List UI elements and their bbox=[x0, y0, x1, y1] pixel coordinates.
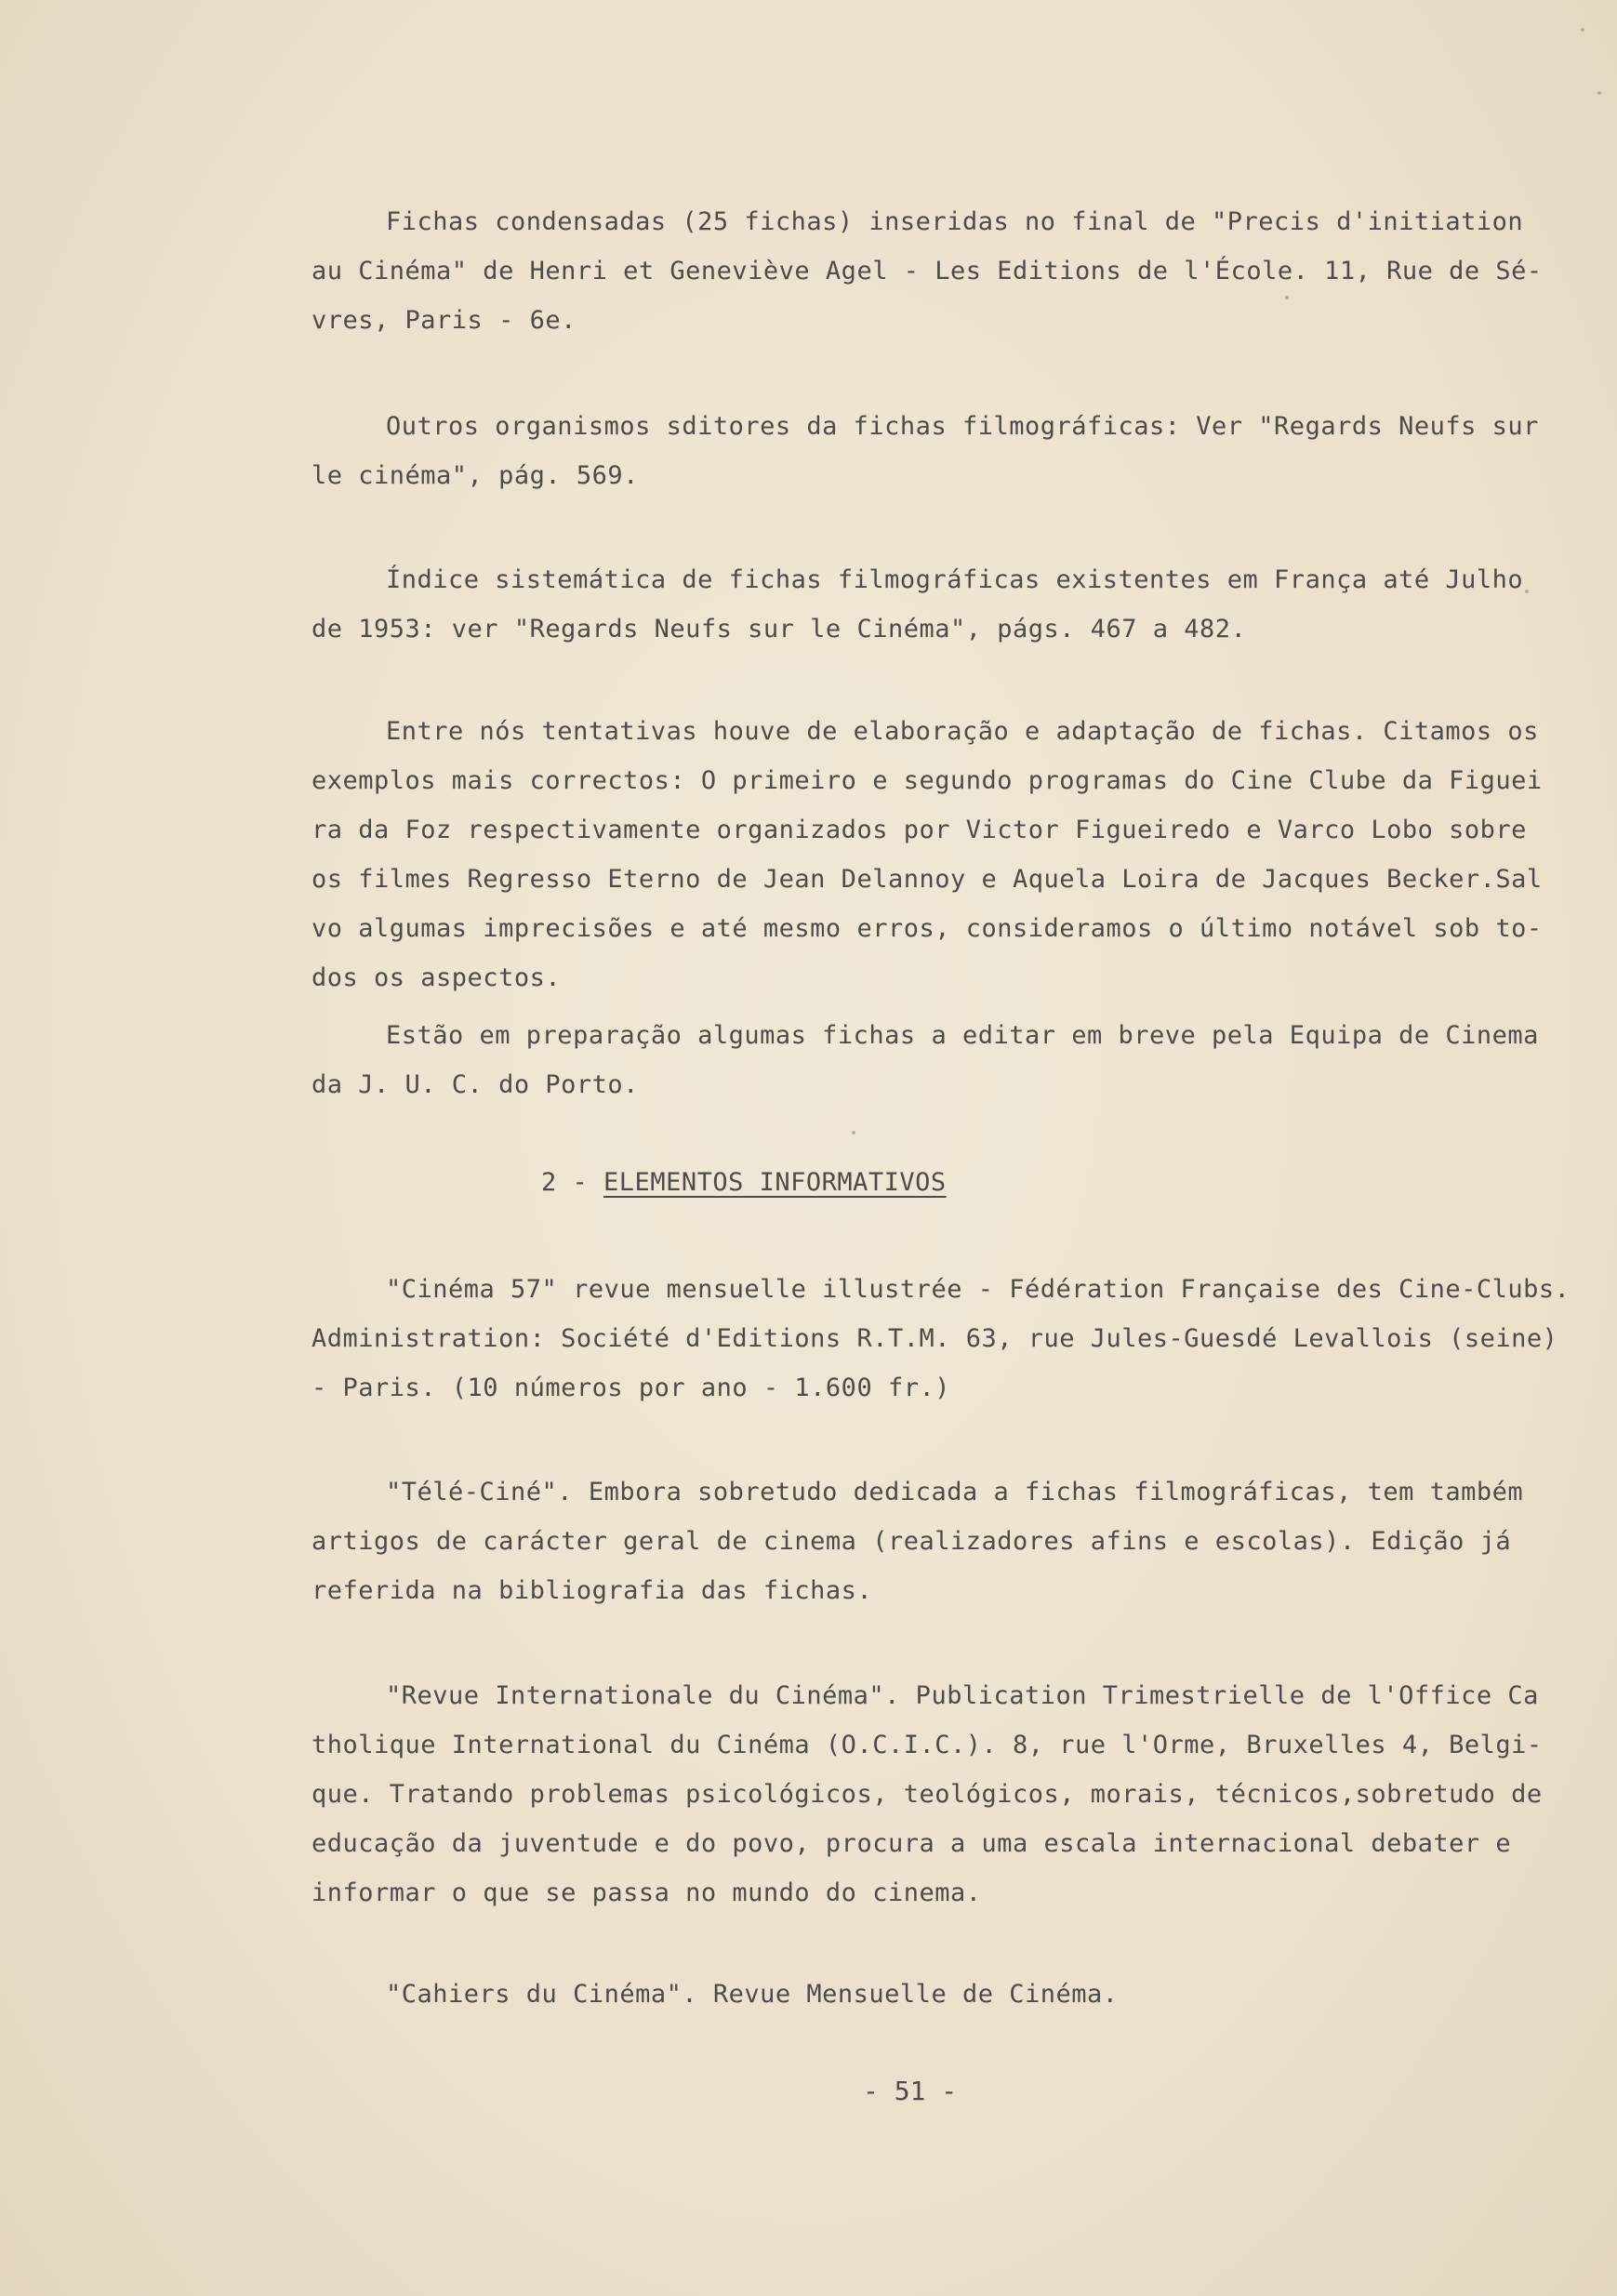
section-title: ELEMENTOS INFORMATIVOS bbox=[603, 1168, 947, 1197]
paragraph-cinema-57 bbox=[311, 1265, 1571, 1413]
text-line: exemplos mais correctos: O primeiro e segundo programas do Cine Clube da Figuei bbox=[311, 766, 1543, 795]
text-line: os filmes Regresso Eterno de Jean Delannoy e Aquela Loira de Jacques Becker.Sal bbox=[311, 865, 1543, 894]
paragraph-indice-sistematica bbox=[311, 555, 1524, 654]
text-line: "Télé-Ciné". Embora sobretudo dedicada a fichas filmográficas, tem também bbox=[386, 1478, 1524, 1506]
page-number: - 51 - bbox=[863, 2076, 958, 2106]
text-line: - Paris. (10 números por ano - 1.600 fr.) bbox=[311, 1374, 950, 1402]
paper-speck bbox=[1581, 28, 1584, 32]
text-line: Outros organismos sditores da fichas filmográficas: Ver "Regards Neufs sur bbox=[386, 412, 1539, 441]
paragraph-entre-nos bbox=[311, 707, 1543, 1002]
paragraph-em-preparacao bbox=[311, 1011, 1539, 1109]
paper-speck bbox=[1597, 91, 1601, 95]
text-line: que. Tratando problemas psicológicos, teológicos, morais, técnicos,sobretudo de bbox=[311, 1780, 1543, 1809]
text-line: vres, Paris - 6e. bbox=[311, 306, 577, 335]
text-line: tholique International du Cinéma (O.C.I.C.). 8, rue l'Orme, Bruxelles 4, Belgi- bbox=[311, 1731, 1543, 1759]
text-line: Índice sistemática de fichas filmográficas existentes em França até Julho bbox=[386, 565, 1524, 594]
text-line: "Revue Internationale du Cinéma". Publication Trimestrielle de l'Office Ca bbox=[386, 1681, 1539, 1710]
text-line: da J. U. C. do Porto. bbox=[311, 1070, 639, 1099]
paper-speck bbox=[852, 1131, 855, 1135]
section-number: 2 - bbox=[541, 1168, 589, 1197]
text-line: de 1953: ver "Regards Neufs sur le Cinéma", págs. 467 a 482. bbox=[311, 615, 1247, 644]
paragraph-cahiers-du-cinema bbox=[311, 1970, 1483, 2019]
text-line: dos os aspectos. bbox=[311, 963, 562, 992]
text-line: "Cinéma 57" revue mensuelle illustrée - Fédération Française des Cine-Clubs. bbox=[386, 1275, 1571, 1304]
text-line: Estão em preparação algumas fichas a editar em breve pela Equipa de Cinema bbox=[386, 1021, 1539, 1050]
text-line: au Cinéma" de Henri et Geneviève Agel - Les Editions de l'École. 11, Rue de Sé- bbox=[311, 257, 1543, 285]
paragraph-outros-organismos bbox=[311, 402, 1539, 500]
text-line: referida na bibliografia das fichas. bbox=[311, 1576, 873, 1605]
text-line: educação da juventude e do povo, procura a uma escala internacional debater e bbox=[311, 1829, 1512, 1858]
text-line: Fichas condensadas (25 fichas) inseridas no final de "Precis d'initiation bbox=[386, 207, 1524, 236]
text-line: le cinéma", pág. 569. bbox=[311, 461, 639, 490]
paper-speck bbox=[1285, 296, 1289, 299]
text-line: artigos de carácter geral de cinema (realizadores afins e escolas). Edição já bbox=[311, 1527, 1512, 1556]
text-line: Entre nós tentativas houve de elaboração e adaptação de fichas. Citamos os bbox=[386, 717, 1539, 746]
text-line: vo algumas imprecisões e até mesmo erros, consideramos o último notável sob to- bbox=[311, 914, 1543, 943]
section-heading bbox=[541, 1168, 947, 1197]
paragraph-fichas-condensadas bbox=[311, 197, 1543, 345]
paper-speck bbox=[1525, 590, 1529, 593]
paragraph-revue-internationale bbox=[311, 1671, 1543, 1918]
text-line: Administration: Société d'Editions R.T.M. 63, rue Jules-Guesdé Levallois (seine) bbox=[311, 1324, 1558, 1353]
text-line: informar o que se passa no mundo do cinema. bbox=[311, 1878, 982, 1907]
text-line: ra da Foz respectivamente organizados por Victor Figueiredo e Varco Lobo sobre bbox=[311, 816, 1527, 844]
text-line: "Cahiers du Cinéma". Revue Mensuelle de Cinéma. bbox=[386, 1980, 1119, 2009]
paragraph-tele-cine bbox=[311, 1467, 1524, 1615]
